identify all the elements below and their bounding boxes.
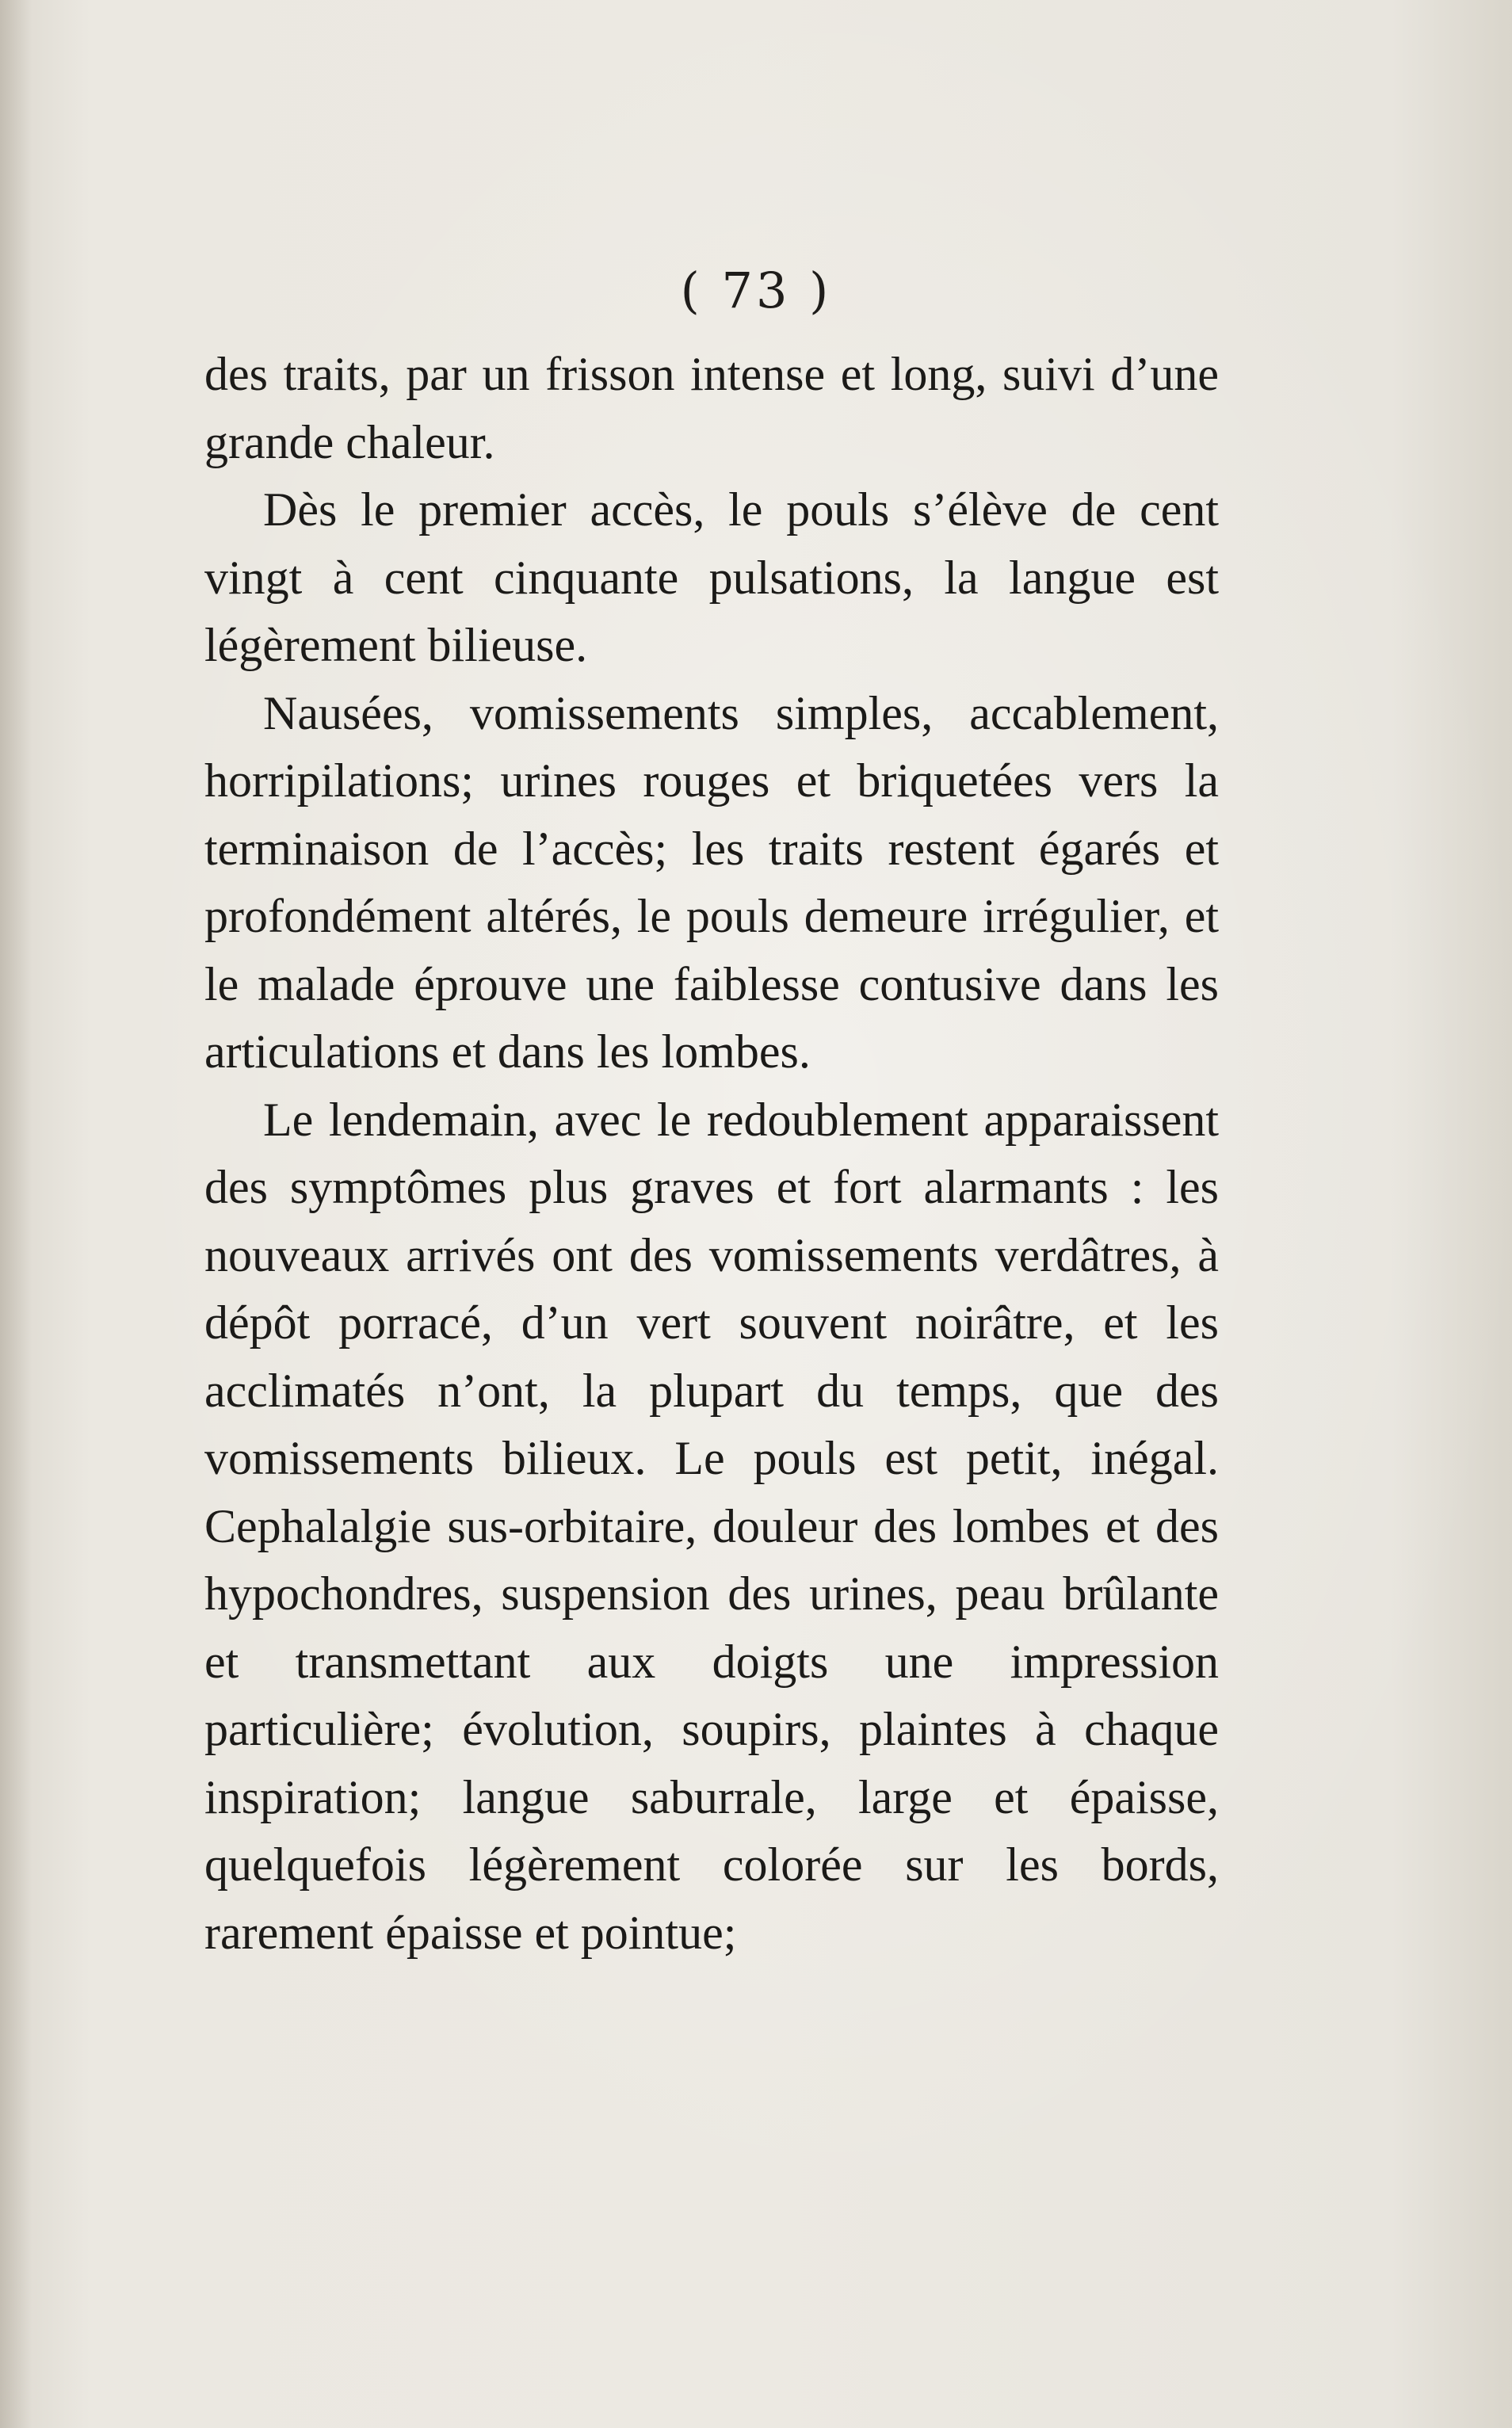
- page-gutter-shadow: [0, 0, 32, 2428]
- paragraph-continuation: des traits, par un frisson intense et long, suivi d’une grande chaleur.: [204, 348, 1219, 468]
- paragraph: Le lendemain, avec le redoublement apparaissent des symptômes plus graves et fort alarmants : les nouveaux arrivés ont des vomissements verdâtres, à dépôt porracé, d’un vert souvent noirâtre, et les acclimatés n’ont, la plupart du temps, que des vomissements bilieux. Le pouls est petit, inégal. Cephalalgie sus-orbitaire, douleur des lombes et des hypochondres, suspension des urines, peau brûlante et transmettant aux doigts une impression particulière; évolution, soupirs, plaintes à chaque inspiration; langue saburrale, large et épaisse, quelquefois légèrement colorée sur les bords, rarement épaisse et pointue;: [204, 1093, 1219, 1959]
- page-number: ( 73 ): [680, 262, 832, 319]
- paragraph: Nausées, vomissements simples, accablement, horripilations; urines rouges et briquetées vers la terminaison de l’accès; les traits restent égarés et profondément altérés, le pouls demeure irrégulier, et le malade éprouve une faiblesse contusive dans les articulations et dans les lombes.: [204, 686, 1219, 1078]
- paragraph: Dès le premier accès, le pouls s’élève de cent vingt à cent cinquante pulsations, la langue est légèrement bilieuse.: [204, 483, 1219, 671]
- body-text: [204, 341, 1219, 1967]
